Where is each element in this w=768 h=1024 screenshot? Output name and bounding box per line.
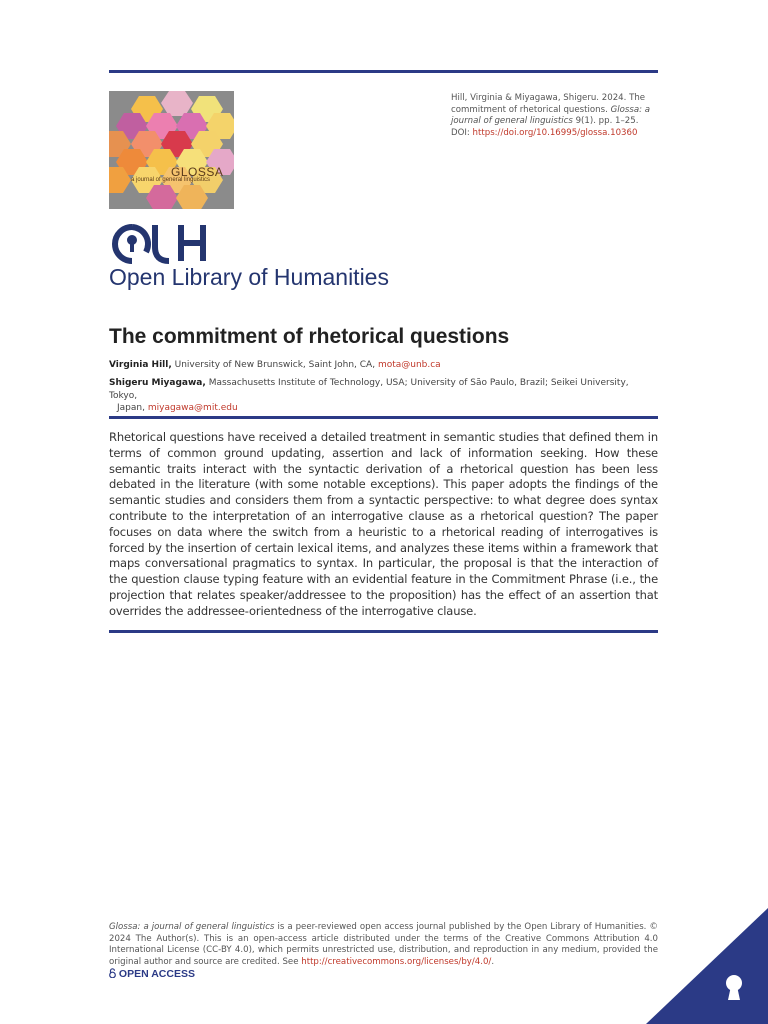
open-access-badge	[109, 968, 195, 980]
author-affiliation: Massachusetts Institute of Technology, USA; University of São Paulo, Brazil; Seikei University, Tokyo,	[109, 378, 629, 401]
abstract-text: Rhetorical questions have received a detailed treatment in semantic studies that defined them in terms of common ground updating, assertion and lack of information seeking. How these semantic traits interact with the syntactic derivation of a rhetorical question has been less debated in the literature (with some notable exceptions). This paper adopts the findings of the semantic studies and considers them from a syntactic perspective: to what degree does syntax contribute to the interpretation of an interrogative clause as a rhetorical question? The paper focuses on data where the switch from a heuristic to a rhetorical reading of interrogatives is forced by the insertion of certain lexical items, and analyzes these items within a framework that maps conversational pragmatics to syntax. In particular, the proposal is that the interaction of the question clause typing feature with an evidential feature in the Commitment Phrase (i.e., the projection that relates speaker/addressee to the proposition) has the effect of an assertion that overrides the addressee-orientedness of the interrogative clause.	[109, 430, 658, 618]
citation-journal: Glossa: a journal of general linguistics	[451, 104, 650, 127]
cover-subtitle: a journal of general linguistics	[131, 177, 211, 183]
publisher-name: Open Library of Humanities	[109, 264, 389, 290]
section-rule	[109, 630, 658, 633]
author-email-link[interactable]: miyagawa@mit.edu	[147, 403, 238, 413]
license-link[interactable]: http://creativecommons.org/licenses/by/4.0/	[301, 957, 492, 968]
author-line	[109, 377, 658, 415]
open-lock-icon	[109, 968, 116, 978]
author-affiliation: University of New Brunswick, Saint John, CA,	[174, 360, 376, 370]
doi-label: DOI:	[451, 127, 470, 138]
author-name: Virginia Hill,	[109, 360, 172, 370]
author-line	[109, 359, 658, 372]
hexagon-pattern-graphic	[109, 91, 234, 209]
cover-title: GLOSSA	[171, 165, 224, 179]
doi-link[interactable]: https://doi.org/10.16995/glossa.10360	[472, 127, 638, 138]
article-title: The commitment of rhetorical questions	[109, 325, 510, 348]
author-name: Shigeru Miyagawa,	[109, 378, 206, 388]
citation-authors: Hill, Virginia & Miyagawa, Shigeru. 2024. The commitment of rhetorical questions.	[451, 93, 646, 115]
footer-journal: Glossa: a journal of general linguistics	[109, 922, 275, 932]
journal-cover-image	[109, 91, 234, 209]
author-affiliation-cont: Japan,	[117, 403, 145, 413]
footer-end: .	[491, 957, 495, 968]
citation-volume: 9(1). pp. 1–25.	[575, 116, 639, 127]
section-rule	[109, 416, 658, 419]
author-email-link[interactable]: mota@unb.ca	[377, 360, 441, 370]
footer-text: is a peer-reviewed open access journal published by the Open Library of Humanities. © 2024 The Author(s). This is an open-access article distributed under the terms of the Creative Commons Attribution 4.0 International License (CC-BY 4.0), which permits unrestricted use, distribution, and reproduction in any medium, provided the original author and source are credited. See	[109, 922, 659, 968]
top-rule	[109, 70, 658, 73]
license-footer	[109, 922, 658, 969]
corner-triangle-graphic	[646, 908, 768, 1024]
olh-logo-icon	[109, 222, 209, 266]
citation-block	[451, 93, 661, 139]
open-access-label: OPEN ACCESS	[118, 968, 195, 980]
